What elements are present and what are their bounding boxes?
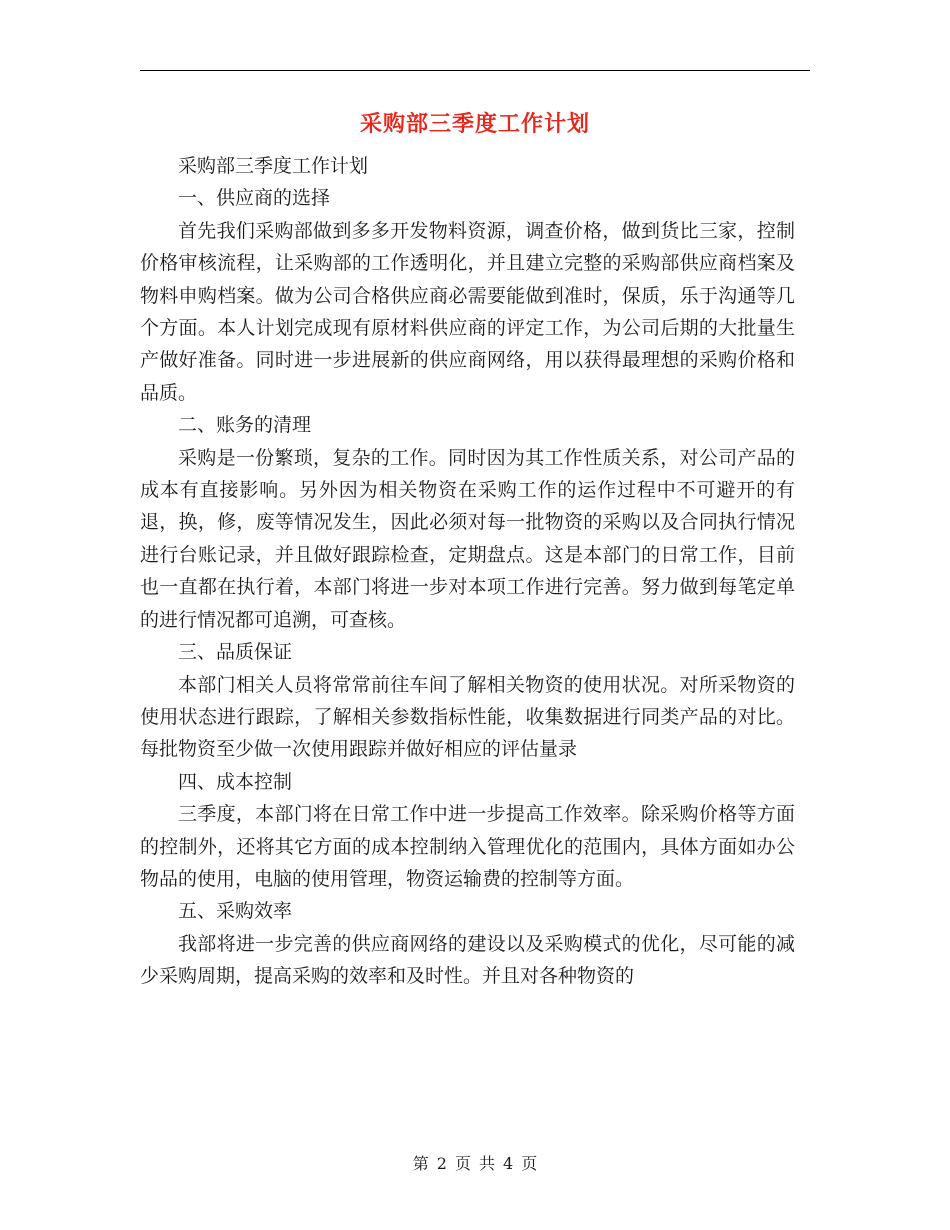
document-title: 采购部三季度工作计划: [359, 112, 590, 137]
paragraph-efficiency: 我部将进一步完善的供应商网络的建设以及采购模式的优化，尽可能的减少采购周期，提高采购的效率和及时性。并且对各种物资的: [140, 932, 795, 988]
paragraph-cost-control: 三季度，本部门将在日常工作中进一步提高工作效率。除采购价格等方面的控制外，还将其它方面的成本控制纳入管理优化的范围内，具体方面如办公物品的使用，电脑的使用管理，物资运输费的控制等方面。: [140, 803, 795, 890]
page-total: 4: [503, 1154, 514, 1173]
page-suffix: 页: [521, 1154, 538, 1173]
page-footer: [0, 1153, 950, 1175]
page-prefix: 第: [412, 1154, 429, 1173]
section-heading-accounts: 二、账务的清理: [178, 414, 312, 437]
section-heading-cost-control: 四、成本控制: [178, 770, 293, 793]
page-total-prefix: 共: [479, 1154, 496, 1173]
section-heading-efficiency: 五、采购效率: [178, 900, 293, 923]
page-mid: 页: [454, 1154, 471, 1173]
document-body: [140, 150, 795, 993]
paragraph-accounts: 采购是一份繁琐，复杂的工作。同时因为其工作性质关系，对公司产品的成本有直接影响。另外因为相关物资在采购工作的运作过程中不可避开的有退，换，修，废等情况发生，因此必须对每一批物资的采购以及合同执行情况进行台账记录，并且做好跟踪检查，定期盘点。这是本部门的日常工作，目前也一直都在执行着，本部门将进一步对本项工作进行完善。努力做到每笔定单的进行情况都可追溯，可查核。: [140, 446, 795, 631]
paragraph-subtitle: 采购部三季度工作计划: [178, 155, 369, 177]
paragraph-supplier-selection: 首先我们采购部做到多多开发物料资源，调查价格，做到货比三家，控制价格审核流程，让采购部的工作透明化，并且建立完整的采购部供应商档案及物料申购档案。做为公司合格供应商必需要能做到准时，保质，乐于沟通等几个方面。本人计划完成现有原材料供应商的评定工作，为公司后期的大批量生产做好准备。同时进一步进展新的供应商网络，用以获得最理想的采购价格和品质。: [140, 219, 795, 404]
section-heading-supplier-selection: 一、供应商的选择: [178, 187, 331, 210]
page-current: 2: [436, 1154, 447, 1173]
section-heading-quality: 三、品质保证: [178, 641, 293, 664]
header-rule: [140, 70, 810, 71]
paragraph-quality: 本部门相关人员将常常前往车间了解相关物资的使用状况。对所采物资的使用状态进行跟踪，了解相关参数指标性能，收集数据进行同类产品的对比。每批物资至少做一次使用跟踪并做好相应的评估量录: [140, 673, 795, 761]
